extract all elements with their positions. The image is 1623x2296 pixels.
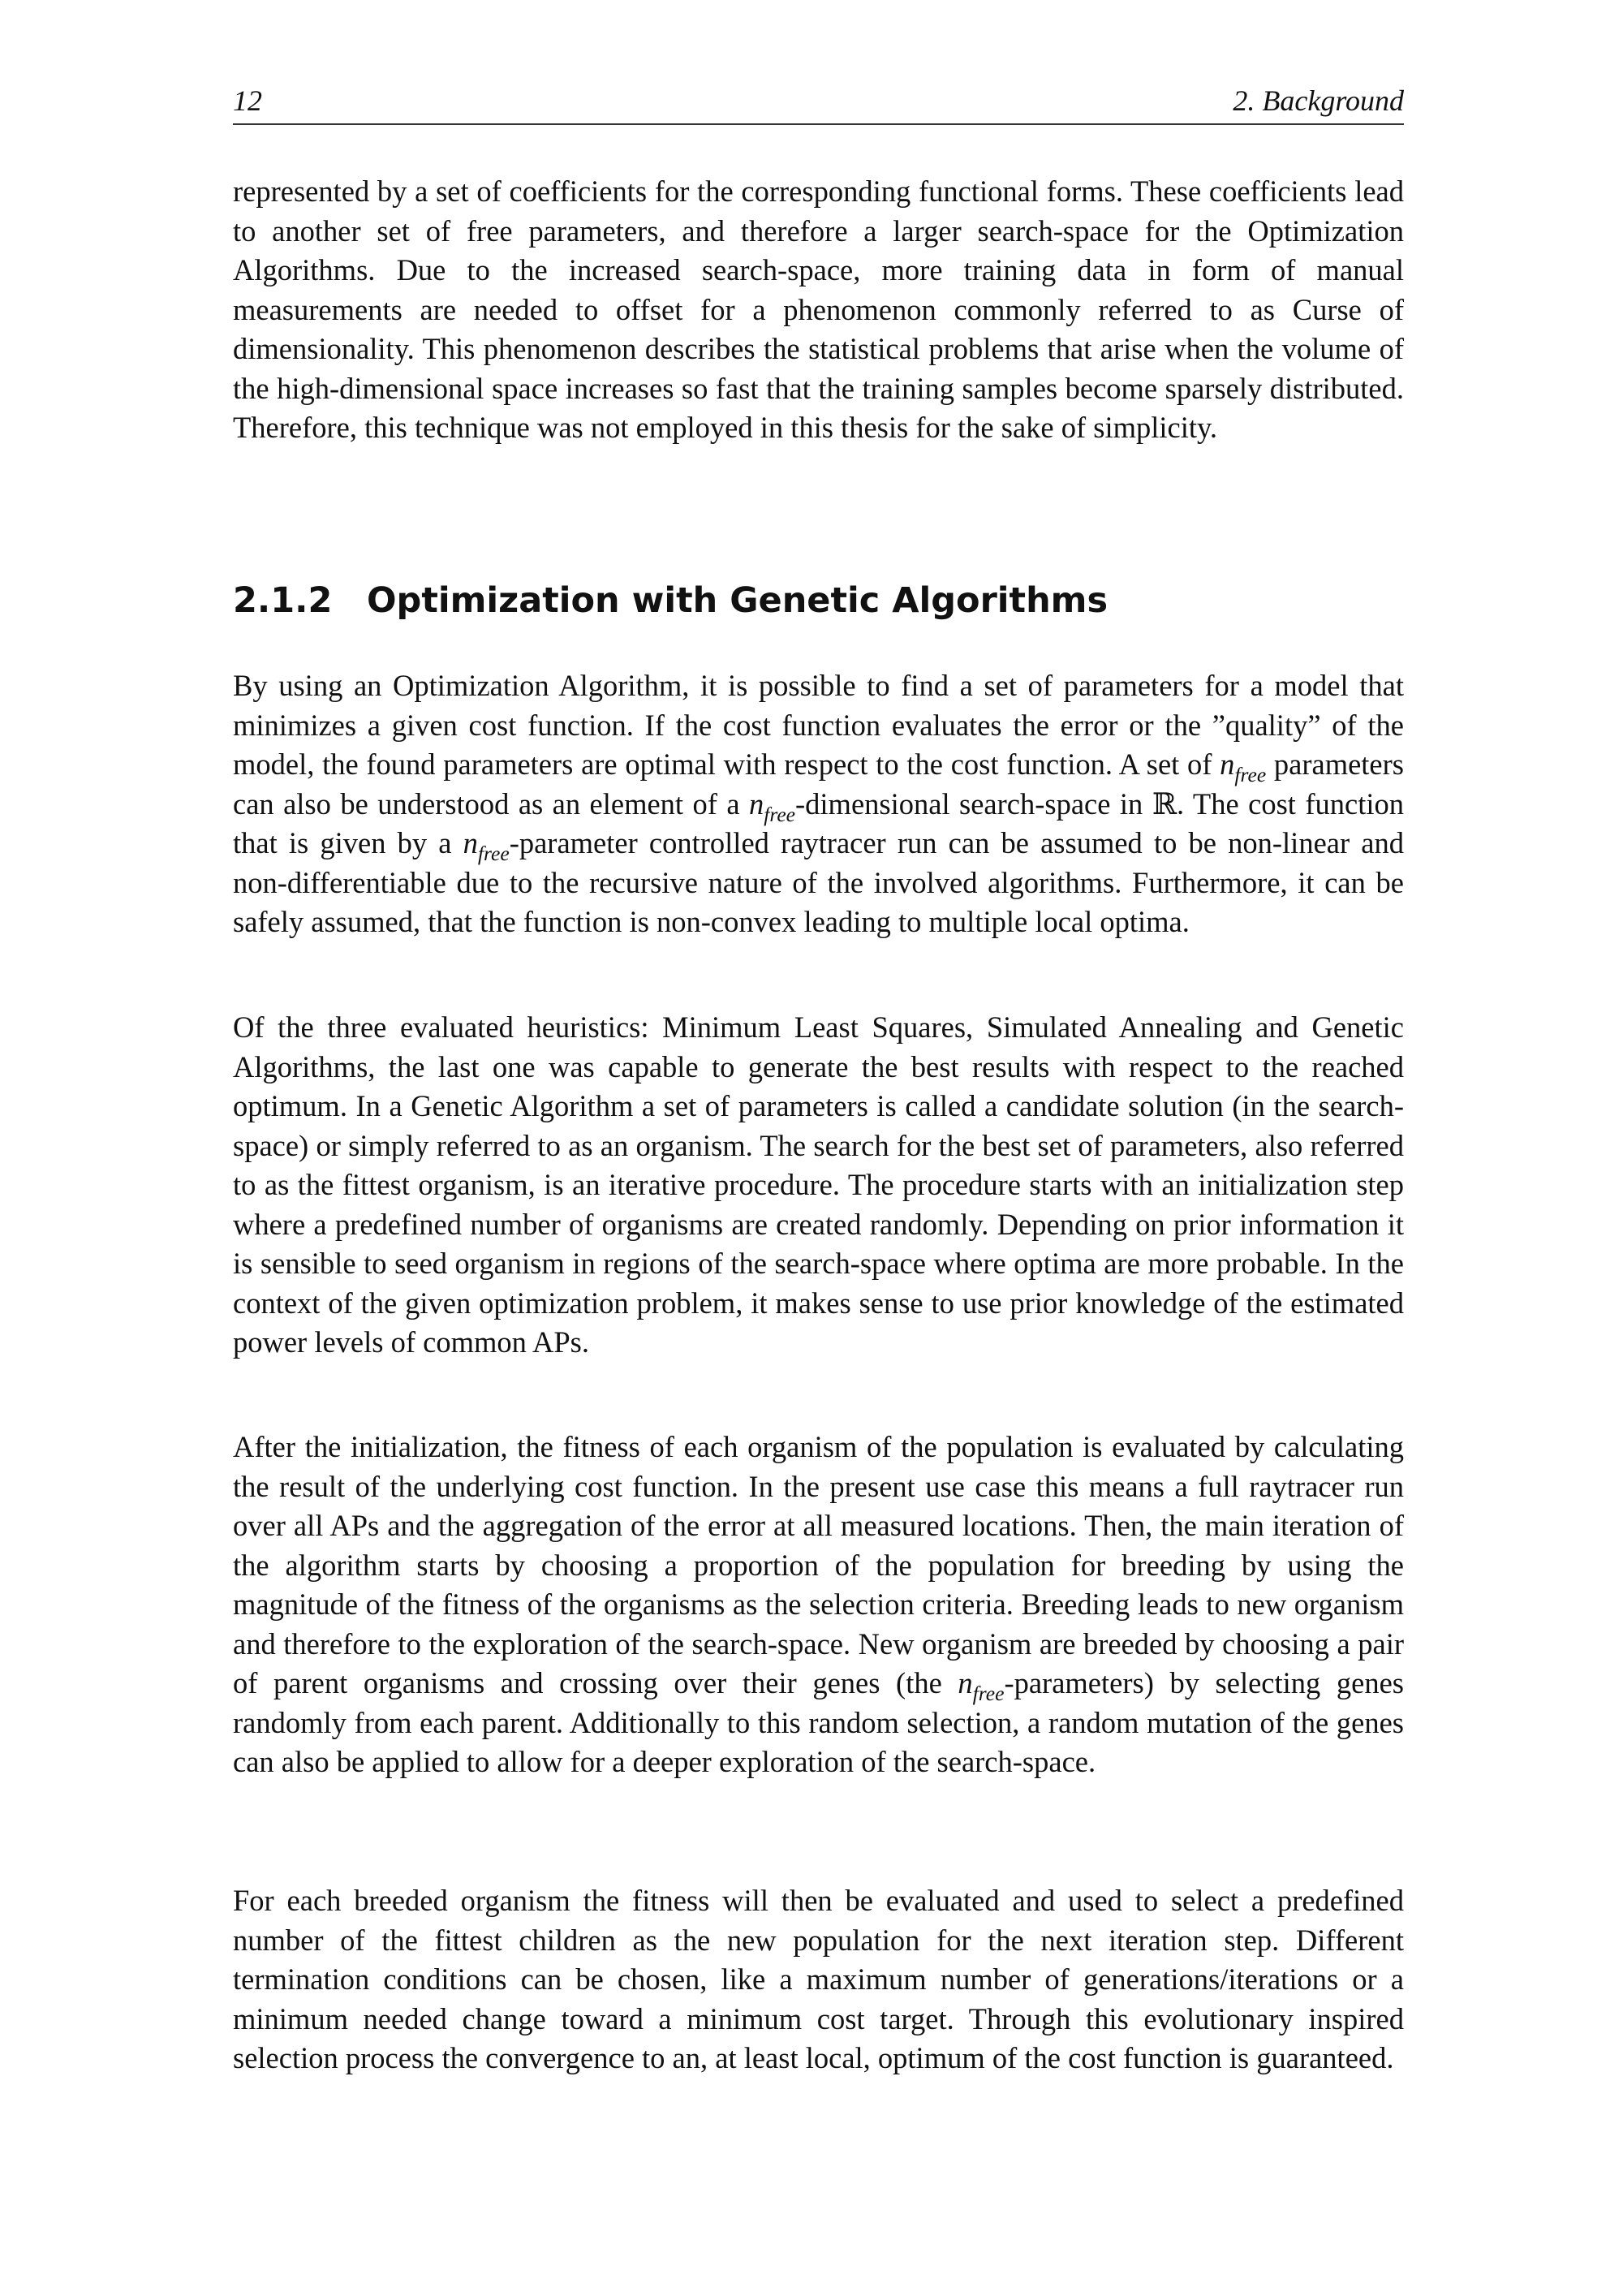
text-span: parameters can also be understood as an element of a [233, 747, 1404, 821]
text-span: After the initialization, the fitness of each organism of the population is evaluated by calculating the result of the underlying cost function. In the present use case this means a full raytracer run over all APs and the aggregation of the error at all measured locations. Then, the main iteration of the algorithm starts by choosing a proportion of the population for breeding by using the magnitude of the fitness of the organisms as the selection criteria. Breeding leads to new organism and therefore to the exploration of the search-space. New organism are breeded by choosing a pair of parent organisms and crossing over their genes (the [233, 1430, 1404, 1699]
paragraph-text: For each breeded organism the fitness will then be evaluated and used to select a predefined number of the fittest children as the new population for the next iteration step. Different termination conditions can be chosen, like a maximum number of generations/iterations or a minimum needed change toward a minimum cost target. Through this evolutionary inspired selection process the convergence to an, at least local, optimum of the cost function is guaranteed. [233, 1884, 1404, 2074]
math-n-free: $n_{free}$ [748, 786, 796, 826]
page-header [233, 81, 1404, 125]
section-heading [233, 576, 1404, 625]
text-span: By using an Optimization Algorithm, it is possible to find a set of parameters for a model that minimizes a given cost function. If the cost function evaluates the error or the ”quality” of the model, the found parameters are optimal with respect to the cost function. A set of [233, 669, 1404, 781]
paragraph-text: Of the three evaluated heuristics: Minimum Least Squares, Simulated Annealing and Genetic Algorithms, the last one was capable to generate the best results with respect to the reached optimum. In a Genetic Algorithm a set of parameters is called a candidate solution (in the search-space) or simply referred to as an organism. The search for the best set of parameters, also referred to as the fittest organism, is an iterative procedure. The procedure starts with an initialization step where a predefined number of organisms are created randomly. Depending on prior information it is sensible to seed organism in regions of the search-space where optima are more probable. In the context of the given optimization problem, it makes sense to use prior knowledge of the estimated power levels of common APs. [233, 1010, 1404, 1359]
math-n-free: $n_{free}$ [958, 1666, 1005, 1705]
paragraph-3 [233, 1428, 1404, 1782]
paragraph-1 [233, 666, 1404, 942]
section-title: Optimization with Genetic Algorithms [367, 580, 1109, 621]
paragraph-4 [233, 1881, 1404, 2078]
paragraph-text: represented by a set of coefficients for the corresponding functional forms. These coefficients lead to another set of free parameters, and therefore a larger search-space for the Optimization Algorithms. Due to the increased search-space, more training data in form of manual measurements are needed to offset for a phenomenon commonly referred to as Curse of dimensionality. This phenomenon describes the statistical problems that arise when the volume of the high-dimensional space increases so fast that the training samples become sparsely distributed. Therefore, this technique was not employed in this thesis for the sake of simplicity. [233, 174, 1404, 444]
math-n-free: $n_{free}$ [463, 826, 510, 865]
intro-paragraph [233, 172, 1404, 448]
paragraph-2 [233, 1008, 1404, 1363]
text-span: -dimensional search-space in ℝ. The cost function that is given by a [233, 786, 1404, 859]
text-span: -parameter controlled raytracer run can be assumed to be non-linear and non-differentiable due to the recursive nature of the involved algorithms. Furthermore, it can be safely assumed, that the function is non-convex leading to multiple local optima. [233, 826, 1404, 938]
math-n-free: $n_{free}$ [1220, 747, 1267, 786]
running-head: 2. Background [1233, 84, 1404, 117]
section-number: 2.1.2 [233, 580, 333, 621]
page-number: 12 [233, 84, 262, 117]
text-span: -parameters) by selecting genes randomly from each parent. Additionally to this random selection, a random mutation of the genes can also be applied to allow for a deeper exploration of the search-space. [233, 1666, 1404, 1778]
